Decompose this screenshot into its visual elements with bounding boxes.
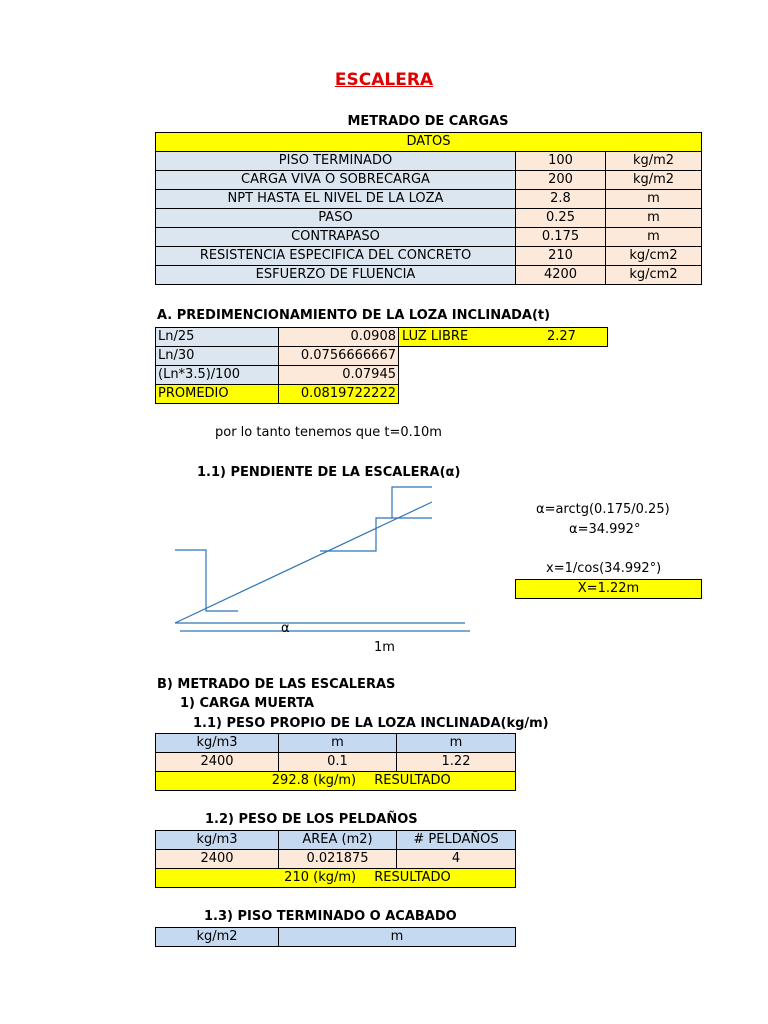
piso-table	[155, 927, 516, 947]
value-cell: 2400	[156, 753, 279, 772]
predim-row-label: Ln/25	[156, 328, 279, 347]
value-cell: 2400	[156, 850, 279, 869]
datos-row-label: PASO	[156, 209, 516, 228]
datos-row-label: CONTRAPASO	[156, 228, 516, 247]
datos-row-value: 200	[516, 171, 606, 190]
datos-row-unit: m	[606, 190, 702, 209]
datos-row-unit: kg/cm2	[606, 266, 702, 285]
header-cell: m	[279, 734, 397, 753]
base-label: 1m	[374, 640, 395, 655]
table-row	[156, 928, 516, 947]
datos-label: DATOS	[156, 133, 702, 152]
page-title: ESCALERA	[334, 70, 434, 90]
metrado-heading: METRADO DE CARGAS	[347, 114, 509, 129]
value-cell: 0.1	[279, 753, 397, 772]
peso-propio-heading: 1.1) PESO PROPIO DE LA LOZA INCLINADA(kg/m)	[193, 716, 549, 731]
table-row	[156, 266, 702, 285]
result-label: RESULTADO	[374, 773, 451, 788]
predim-row-label: (Ln*3.5)/100	[156, 366, 279, 385]
peldanos-heading: 1.2) PESO DE LOS PELDAÑOS	[205, 812, 418, 827]
table-row	[156, 385, 399, 404]
x-result: X=1.22m	[515, 579, 702, 599]
datos-row-label: ESFUERZO DE FLUENCIA	[156, 266, 516, 285]
predim-conclusion: por lo tanto tenemos que t=0.10m	[215, 425, 442, 440]
predim-row-value: 0.0756666667	[279, 347, 399, 366]
formula-alpha: α=34.992°	[569, 522, 641, 537]
datos-row-label: CARGA VIVA O SOBRECARGA	[156, 171, 516, 190]
predim-row-value: 0.07945	[279, 366, 399, 385]
predim-row-label: PROMEDIO	[156, 385, 279, 404]
predim-row-value: 0.0908	[279, 328, 399, 347]
table-row	[156, 228, 702, 247]
table-row	[156, 734, 516, 753]
predim-row-label: Ln/30	[156, 347, 279, 366]
header-cell: kg/m2	[156, 928, 279, 947]
result-label: RESULTADO	[374, 870, 451, 885]
predim-table	[155, 327, 399, 404]
datos-row-value: 0.25	[516, 209, 606, 228]
peldanos-table	[155, 830, 516, 888]
pendiente-heading: 1.1) PENDIENTE DE LA ESCALERA(α)	[197, 465, 461, 480]
table-row	[156, 869, 516, 888]
piso-heading: 1.3) PISO TERMINADO O ACABADO	[204, 909, 457, 924]
datos-row-label: NPT HASTA EL NIVEL DE LA LOZA	[156, 190, 516, 209]
result-cell	[156, 869, 516, 888]
table-row	[156, 209, 702, 228]
datos-row-label: RESISTENCIA ESPECIFICA DEL CONCRETO	[156, 247, 516, 266]
table-row	[156, 190, 702, 209]
formula-x: x=1/cos(34.992°)	[546, 561, 662, 576]
datos-row-value: 100	[516, 152, 606, 171]
datos-row-value: 4200	[516, 266, 606, 285]
datos-row-value: 210	[516, 247, 606, 266]
table-row	[156, 772, 516, 791]
luz-libre-box	[398, 327, 608, 347]
predim-heading: A. PREDIMENCIONAMIENTO DE LA LOZA INCLINADA(t)	[157, 308, 551, 323]
value-cell: 0.021875	[279, 850, 397, 869]
table-row	[156, 347, 399, 366]
result-value: 210	[284, 870, 309, 885]
result-unit: (kg/m)	[313, 773, 357, 788]
carga-muerta-heading: 1) CARGA MUERTA	[180, 696, 315, 711]
header-cell: # PELDAÑOS	[397, 831, 516, 850]
peso-propio-table	[155, 733, 516, 791]
datos-table	[155, 132, 702, 285]
result-unit: (kg/m)	[313, 870, 357, 885]
table-row	[156, 850, 516, 869]
table-row	[156, 247, 702, 266]
predim-row-value: 0.0819722222	[279, 385, 399, 404]
table-row	[156, 753, 516, 772]
table-row	[156, 366, 399, 385]
datos-row-unit: kg/m2	[606, 152, 702, 171]
luz-libre-value: 2.27	[547, 329, 576, 344]
header-cell: kg/m3	[156, 831, 279, 850]
header-cell: AREA (m2)	[279, 831, 397, 850]
header-cell: m	[279, 928, 516, 947]
formula-arctg: α=arctg(0.175/0.25)	[536, 502, 670, 517]
header-cell: m	[397, 734, 516, 753]
datos-row-unit: m	[606, 228, 702, 247]
alpha-label: α	[281, 621, 290, 636]
table-row	[156, 328, 399, 347]
luz-libre-label: LUZ LIBRE	[402, 329, 469, 344]
datos-row-unit: kg/m2	[606, 171, 702, 190]
result-value: 292.8	[271, 773, 309, 788]
header-cell: kg/m3	[156, 734, 279, 753]
datos-row-label: PISO TERMINADO	[156, 152, 516, 171]
datos-row-value: 2.8	[516, 190, 606, 209]
table-row	[156, 831, 516, 850]
escaleras-heading: B) METRADO DE LAS ESCALERAS	[157, 677, 396, 692]
value-cell: 1.22	[397, 753, 516, 772]
datos-row-unit: m	[606, 209, 702, 228]
value-cell: 4	[397, 850, 516, 869]
datos-row-value: 0.175	[516, 228, 606, 247]
stair-diagram	[170, 480, 480, 640]
result-cell	[156, 772, 516, 791]
datos-row-unit: kg/cm2	[606, 247, 702, 266]
table-row	[156, 171, 702, 190]
table-row	[156, 152, 702, 171]
